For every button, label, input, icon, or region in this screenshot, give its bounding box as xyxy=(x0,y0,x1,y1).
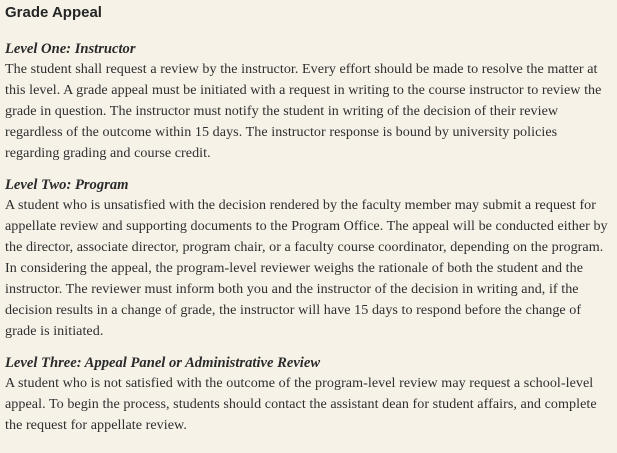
grade-appeal-page xyxy=(5,0,613,436)
page-title: Grade Appeal xyxy=(5,4,102,21)
section-heading-level-two: Level Two: Program xyxy=(5,177,129,193)
section-body-level-three: A student who is not satisfied with the outcome of the program-level review may request a school-level appeal. To begin the process, students should contact the assistant dean for student affairs, and complete the request for appellate review. xyxy=(5,375,597,433)
section-level-two xyxy=(5,175,613,342)
section-body-level-two: A student who is unsatisfied with the decision rendered by the faculty member may submit a request for appellate review and supporting documents to the Program Office. The appeal will be conducted either by the director, associate director, program chair, or a faculty course coordinator, depending on the program. In considering the appeal, the program-level reviewer weighs the rationale of both the student and the instructor. The reviewer must inform both you and the instructor of the decision in writing and, if the decision results in a change of grade, the instructor will have 15 days to respond before the change of grade is initiated. xyxy=(5,197,608,339)
section-level-one xyxy=(5,39,613,164)
section-heading-level-one: Level One: Instructor xyxy=(5,41,136,57)
section-body-level-one: The student shall request a review by the instructor. Every effort should be made to resolve the matter at this level. A grade appeal must be initiated with a request in writing to the course instructor to review the grade in question. The instructor must notify the student in writing of the decision of their review regardless of the outcome within 15 days. The instructor response is bound by university policies regarding grading and course credit. xyxy=(5,61,602,161)
section-level-three xyxy=(5,353,613,436)
section-heading-level-three: Level Three: Appeal Panel or Administrative Review xyxy=(5,355,321,371)
